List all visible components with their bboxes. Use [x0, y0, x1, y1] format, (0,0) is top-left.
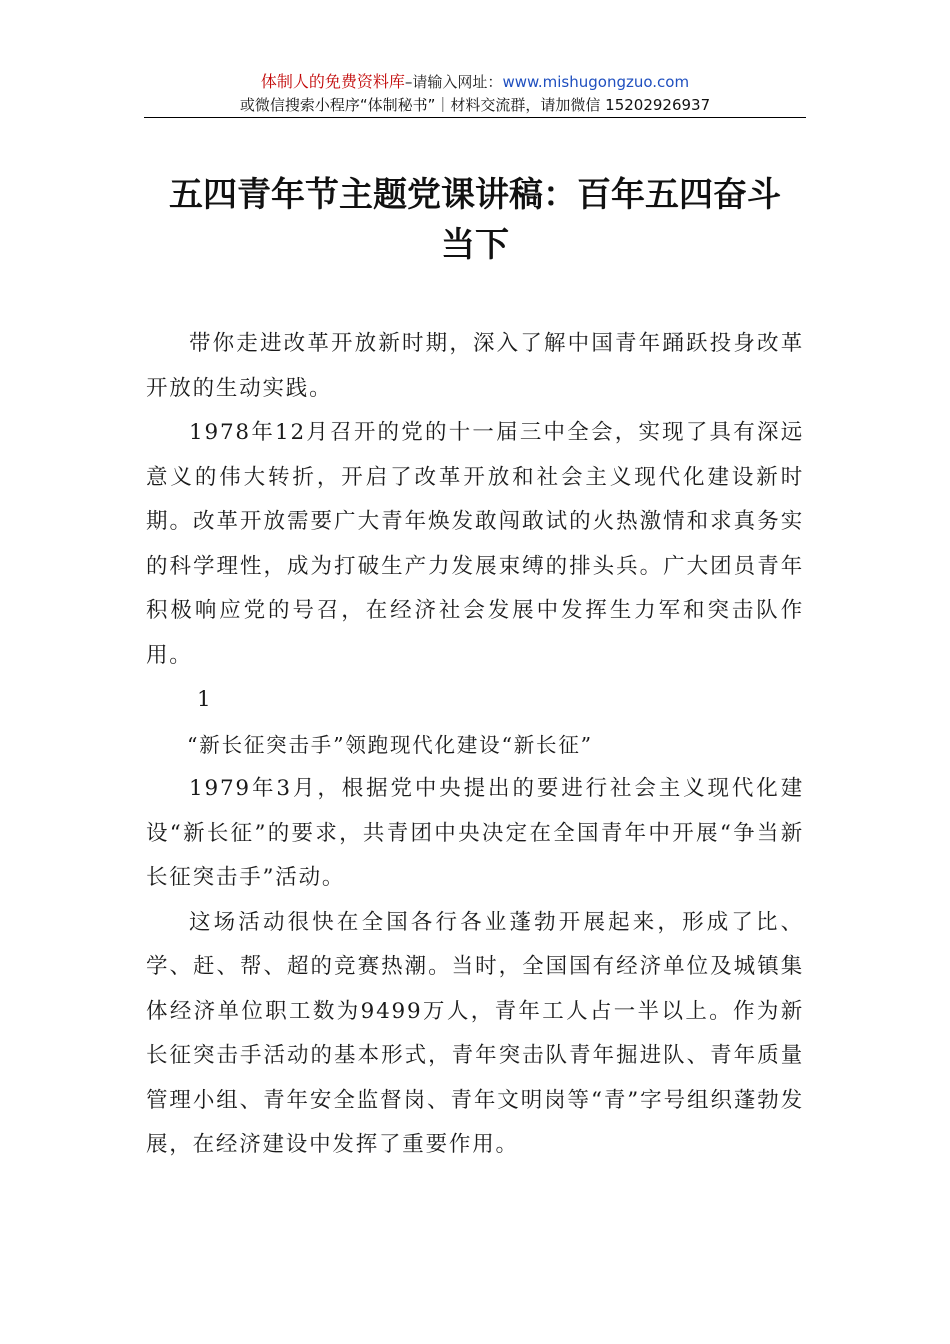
paragraph-activity-launch: 1979年3月，根据党中央提出的要进行社会主义现代化建设“新长征”的要求，共青团中央决定在全国青年中开展“争当新长征突击手”活动。 — [146, 776, 804, 890]
paragraph-background: 1978年12月召开的党的十一届三中全会，实现了具有深远意义的伟大转折，开启了改革开放和社会主义现代化建设新时期。改革开放需要广大青年焕发敢闯敢试的火热激情和求真务实的科学理性，成为打破生产力发展束缚的排头兵。广大团员青年积极响应党的号召，在经济社会发展中发挥生力军和突击队作用。 — [146, 420, 804, 668]
header-brand: 体制人的免费资料库 — [260, 72, 405, 91]
paragraph-intro: 带你走进改革开放新时期，深入了解中国青年踊跃投身改革开放的生动实践。 — [146, 331, 804, 401]
title-line-1: 五四青年节主题党课讲稿：百年五四奋斗 — [169, 175, 781, 215]
title-line-2: 当下 — [441, 225, 509, 265]
page-header — [144, 70, 806, 117]
paragraph-activity-impact: 这场活动很快在全国各行各业蓬勃开展起来，形成了比、学、赶、帮、超的竞赛热潮。当时，全国国有经济单位及城镇集体经济单位职工数为9499万人，青年工人占一半以上。作为新长征突击手活动的基本形式，青年突击队青年掘进队、青年质量管理小组、青年安全监督岗、青年文明岗等“青”字号组织蓬勃发展，在经济建设中发挥了重要作用。 — [146, 909, 804, 1157]
header-line-2: 或微信搜索小程序“体制秘书”｜材料交流群，请加微信 15202926937 — [239, 96, 711, 114]
header-line-1 — [144, 70, 806, 94]
header-prompt: –请输入网址： — [404, 73, 503, 91]
page-title — [144, 170, 806, 270]
header-divider — [144, 117, 806, 118]
section-number: 1 — [197, 687, 211, 712]
section-heading: “新长征突击手”领跑现代化建设“新长征” — [187, 732, 593, 757]
document-body — [146, 322, 804, 1168]
header-url-link[interactable]: www.mishugongzuo.com — [502, 73, 690, 91]
